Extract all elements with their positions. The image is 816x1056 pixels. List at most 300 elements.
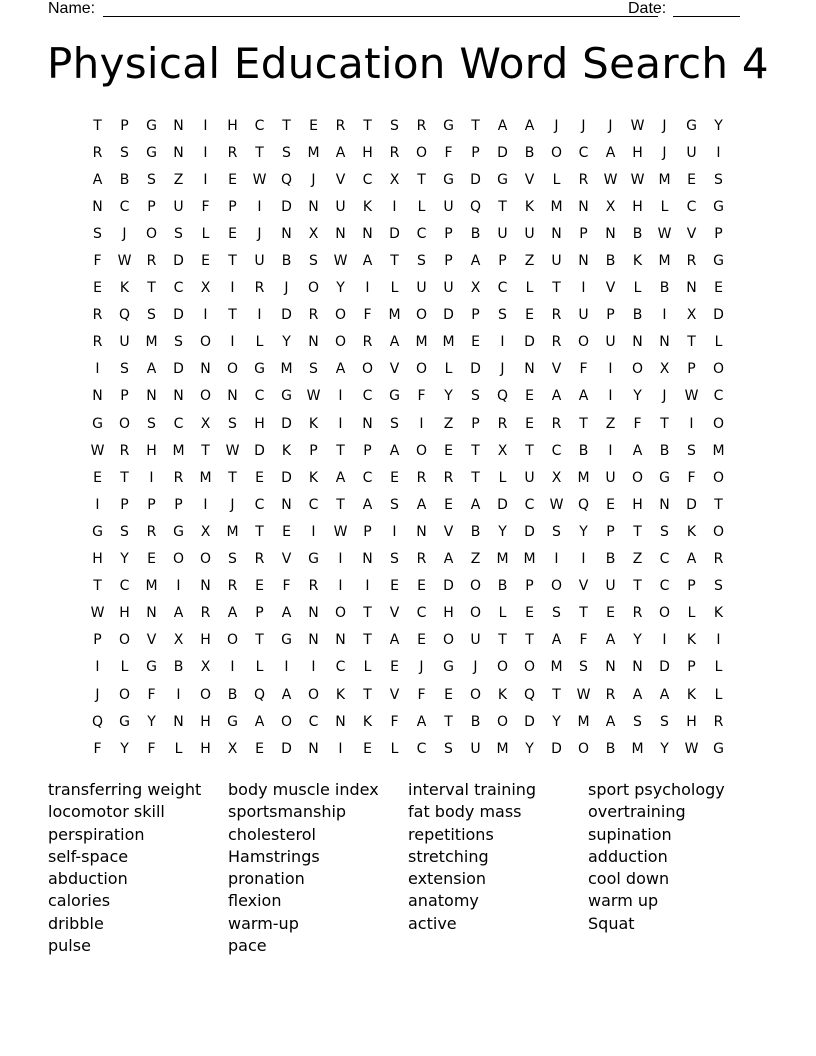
grid-row <box>84 275 732 302</box>
grid-letter: N <box>335 225 346 242</box>
grid-letter: S <box>444 740 453 757</box>
grid-letter: O <box>712 469 725 486</box>
grid-letter: I <box>176 686 181 703</box>
grid-letter: O <box>334 307 347 324</box>
grid-letter: A <box>227 605 238 622</box>
grid-letter: O <box>199 551 212 568</box>
grid-letter: I <box>500 334 505 351</box>
grid-letter: N <box>686 280 697 297</box>
grid-letter: C <box>713 388 724 405</box>
grid-letter: G <box>308 551 319 568</box>
word-item: fat body mass <box>408 802 522 822</box>
grid-letter: U <box>416 280 427 297</box>
grid-letter: W <box>225 442 240 459</box>
grid-letter: N <box>200 578 211 595</box>
grid-letter: L <box>390 280 399 297</box>
grid-letter: T <box>714 496 723 513</box>
grid-letter: P <box>498 253 507 270</box>
grid-letter: T <box>390 253 399 270</box>
grid-letter: T <box>633 578 642 595</box>
grid-letter: T <box>471 469 480 486</box>
grid-letter: C <box>416 225 427 242</box>
grid-letter: G <box>254 361 265 378</box>
grid-letter: N <box>92 198 103 215</box>
grid-letter: X <box>227 740 238 757</box>
grid-letter: T <box>228 307 237 324</box>
grid-letter: S <box>147 307 156 324</box>
grid-letter: I <box>365 578 370 595</box>
grid-letter: R <box>92 144 103 161</box>
grid-letter: P <box>606 307 615 324</box>
grid-letter: S <box>228 551 237 568</box>
grid-letter: T <box>363 632 372 649</box>
grid-letter: R <box>254 551 265 568</box>
grid-letter: T <box>336 442 345 459</box>
grid-letter: O <box>415 361 428 378</box>
grid-letter: A <box>632 686 643 703</box>
grid-letter: Z <box>443 415 454 432</box>
grid-letter: R <box>119 442 130 459</box>
grid-letter: O <box>712 415 725 432</box>
grid-letter: C <box>173 415 184 432</box>
grid-letter: O <box>415 307 428 324</box>
name-field-line <box>103 0 658 17</box>
grid-letter: N <box>551 225 562 242</box>
grid-letter: I <box>311 523 316 540</box>
grid-letter: X <box>659 361 670 378</box>
grid-letter: O <box>469 605 482 622</box>
grid-letter: C <box>551 442 562 459</box>
grid-letter: A <box>416 713 427 730</box>
grid-letter: R <box>578 171 589 188</box>
grid-letter: M <box>199 469 212 486</box>
grid-letter: A <box>659 686 670 703</box>
grid-letter: I <box>338 740 343 757</box>
grid-letter: K <box>686 632 697 649</box>
grid-letter: A <box>686 551 697 568</box>
grid-row <box>84 464 732 491</box>
grid-letter: N <box>200 361 211 378</box>
grid-letter: O <box>496 713 509 730</box>
grid-letter: T <box>282 117 291 134</box>
grid-letter: T <box>201 442 210 459</box>
grid-letter: P <box>93 632 102 649</box>
grid-letter: Z <box>470 551 481 568</box>
grid-row <box>84 735 732 762</box>
grid-letter: V <box>578 578 589 595</box>
grid-letter: K <box>281 442 292 459</box>
grid-row <box>84 193 732 220</box>
grid-letter: E <box>255 469 264 486</box>
grid-letter: S <box>660 713 669 730</box>
grid-letter: P <box>471 415 480 432</box>
grid-letter: L <box>687 605 696 622</box>
grid-letter: A <box>281 686 292 703</box>
grid-letter: S <box>147 171 156 188</box>
grid-letter: I <box>203 117 208 134</box>
grid-letter: R <box>497 415 508 432</box>
grid-letter: U <box>254 253 265 270</box>
grid-letter: X <box>200 415 211 432</box>
grid-letter: B <box>632 225 643 242</box>
grid-letter: R <box>443 469 454 486</box>
grid-letter: Z <box>173 171 184 188</box>
grid-letter: M <box>145 334 158 351</box>
grid-letter: C <box>119 578 130 595</box>
grid-letter: G <box>713 740 724 757</box>
grid-letter: N <box>605 225 616 242</box>
grid-letter: F <box>579 632 588 649</box>
grid-letter: H <box>200 713 211 730</box>
grid-letter: K <box>524 198 535 215</box>
grid-letter: G <box>146 117 157 134</box>
grid-letter: R <box>362 334 373 351</box>
grid-letter: O <box>307 280 320 297</box>
grid-letter: T <box>552 280 561 297</box>
grid-letter: J <box>554 117 559 134</box>
grid-letter: Q <box>496 388 509 405</box>
grid-letter: B <box>470 713 481 730</box>
grid-row <box>84 166 732 193</box>
date-field-line <box>673 0 740 17</box>
grid-letter: T <box>633 523 642 540</box>
grid-letter: B <box>659 280 670 297</box>
grid-letter: T <box>363 605 372 622</box>
grid-row <box>84 573 732 600</box>
word-item: transferring weight <box>48 780 202 799</box>
grid-letter: V <box>551 361 562 378</box>
word-item: pronation <box>228 869 305 889</box>
grid-letter: J <box>311 171 316 188</box>
grid-letter: T <box>228 469 237 486</box>
grid-letter: B <box>470 225 481 242</box>
word-item: interval training <box>408 780 537 799</box>
grid-letter: U <box>524 225 535 242</box>
grid-letter: I <box>95 659 100 676</box>
grid-letter: Y <box>120 740 129 757</box>
grid-letter: H <box>632 496 643 513</box>
word-item: abduction <box>48 869 128 889</box>
grid-letter: F <box>390 713 399 730</box>
word-item: supination <box>588 824 672 844</box>
grid-letter: I <box>338 415 343 432</box>
grid-letter: N <box>173 388 184 405</box>
grid-letter: O <box>469 686 482 703</box>
grid-letter: C <box>416 605 427 622</box>
grid-letter: U <box>335 198 346 215</box>
grid-letter: C <box>254 496 265 513</box>
grid-letter: G <box>659 469 670 486</box>
grid-letter: O <box>118 632 131 649</box>
grid-letter: P <box>147 496 156 513</box>
grid-letter: T <box>363 117 372 134</box>
grid-letter: A <box>389 632 400 649</box>
grid-letter: J <box>608 117 613 134</box>
grid-letter: P <box>471 144 480 161</box>
grid-letter: R <box>551 334 562 351</box>
grid-letter: N <box>173 713 184 730</box>
grid-letter: H <box>200 740 211 757</box>
grid-letter: S <box>390 415 399 432</box>
grid-letter: D <box>173 361 184 378</box>
grid-letter: E <box>228 171 237 188</box>
word-item: sport psychology <box>588 780 725 799</box>
grid-letter: S <box>390 496 399 513</box>
grid-row <box>84 410 732 437</box>
grid-letter: F <box>633 415 642 432</box>
grid-letter: U <box>605 469 616 486</box>
grid-letter: Z <box>605 415 616 432</box>
grid-letter: P <box>309 442 318 459</box>
grid-letter: M <box>523 551 536 568</box>
grid-row <box>84 518 732 545</box>
grid-letter: O <box>226 632 239 649</box>
grid-letter: F <box>93 253 102 270</box>
grid-letter: A <box>254 713 265 730</box>
grid-letter: B <box>605 740 616 757</box>
grid-letter: T <box>498 198 507 215</box>
word-item: sportsmanship <box>228 802 347 822</box>
grid-letter: O <box>658 605 671 622</box>
grid-letter: L <box>120 659 129 676</box>
word-item: anatomy <box>408 891 479 911</box>
grid-letter: U <box>173 198 184 215</box>
grid-letter: A <box>551 632 562 649</box>
grid-letter: I <box>689 415 694 432</box>
grid-letter: E <box>201 253 210 270</box>
word-item: Squat <box>588 913 635 933</box>
grid-letter: E <box>471 334 480 351</box>
word-item: dribble <box>48 913 104 933</box>
grid-letter: A <box>146 361 157 378</box>
grid-letter: W <box>684 388 699 405</box>
grid-letter: U <box>443 280 454 297</box>
word-column <box>48 779 228 957</box>
grid-letter: B <box>578 442 589 459</box>
grid-letter: H <box>92 551 103 568</box>
grid-letter: E <box>444 442 453 459</box>
grid-letter: E <box>444 496 453 513</box>
grid-letter: Y <box>660 740 669 757</box>
grid-letter: N <box>416 523 427 540</box>
date-label: Date: <box>628 0 667 17</box>
word-item: adduction <box>588 846 668 866</box>
grid-letter: Y <box>444 388 453 405</box>
page-title: Physical Education Word Search 4 <box>47 39 769 88</box>
word-column <box>588 779 768 957</box>
grid-letter: B <box>173 659 184 676</box>
grid-letter: D <box>281 469 292 486</box>
grid-letter: F <box>417 388 426 405</box>
grid-letter: T <box>552 686 561 703</box>
grid-letter: X <box>497 442 508 459</box>
grid-letter: W <box>684 740 699 757</box>
grid-letter: D <box>524 334 535 351</box>
grid-letter: Y <box>120 551 129 568</box>
grid-letter: R <box>713 713 724 730</box>
grid-letter: S <box>390 551 399 568</box>
grid-letter: M <box>712 442 725 459</box>
grid-letter: T <box>525 442 534 459</box>
grid-letter: Y <box>336 280 345 297</box>
grid-letter: D <box>254 442 265 459</box>
grid-letter: L <box>714 659 723 676</box>
word-list <box>48 779 768 957</box>
grid-letter: J <box>581 117 586 134</box>
grid-letter: M <box>658 171 671 188</box>
grid-letter: O <box>199 388 212 405</box>
word-item: extension <box>408 869 486 889</box>
grid-letter: W <box>657 225 672 242</box>
grid-letter: R <box>632 605 643 622</box>
grid-letter: T <box>471 117 480 134</box>
grid-letter: S <box>120 523 129 540</box>
grid-letter: W <box>630 171 645 188</box>
grid-letter: O <box>361 361 374 378</box>
grid-letter: G <box>281 632 292 649</box>
grid-letter: B <box>605 551 616 568</box>
grid-row <box>84 681 732 708</box>
grid-letter: E <box>93 469 102 486</box>
grid-letter: U <box>551 253 562 270</box>
grid-letter: E <box>444 686 453 703</box>
grid-letter: W <box>90 442 105 459</box>
grid-letter: O <box>577 334 590 351</box>
grid-letter: O <box>469 578 482 595</box>
grid-letter: N <box>335 632 346 649</box>
grid-letter: L <box>525 280 534 297</box>
grid-letter: U <box>470 740 481 757</box>
grid-letter: S <box>633 713 642 730</box>
grid-letter: N <box>281 496 292 513</box>
grid-letter: I <box>203 144 208 161</box>
grid-letter: G <box>119 713 130 730</box>
grid-row <box>84 546 732 573</box>
grid-letter: T <box>525 632 534 649</box>
grid-letter: E <box>606 496 615 513</box>
grid-letter: N <box>146 388 157 405</box>
grid-letter: D <box>281 415 292 432</box>
grid-letter: N <box>227 388 238 405</box>
grid-letter: I <box>284 659 289 676</box>
grid-letter: E <box>93 280 102 297</box>
grid-letter: Q <box>469 198 482 215</box>
grid-letter: O <box>631 361 644 378</box>
grid-letter: D <box>497 496 508 513</box>
grid-row <box>84 708 732 735</box>
grid-letter: S <box>552 523 561 540</box>
grid-letter: I <box>662 632 667 649</box>
grid-letter: L <box>714 334 723 351</box>
grid-letter: A <box>173 605 184 622</box>
grid-letter: Z <box>524 253 535 270</box>
grid-letter: X <box>605 198 616 215</box>
grid-letter: I <box>95 496 100 513</box>
grid-letter: D <box>497 144 508 161</box>
grid-letter: S <box>687 442 696 459</box>
grid-letter: C <box>362 388 373 405</box>
grid-letter: F <box>201 198 210 215</box>
grid-letter: E <box>687 171 696 188</box>
grid-letter: N <box>308 740 319 757</box>
grid-letter: K <box>686 523 697 540</box>
grid-letter: M <box>280 361 293 378</box>
grid-letter: Z <box>632 551 643 568</box>
grid-letter: S <box>93 225 102 242</box>
grid-letter: U <box>605 578 616 595</box>
grid-letter: O <box>631 469 644 486</box>
grid-letter: C <box>686 198 697 215</box>
grid-letter: O <box>307 686 320 703</box>
grid-letter: C <box>659 551 670 568</box>
grid-letter: G <box>443 171 454 188</box>
grid-letter: E <box>525 388 534 405</box>
grid-letter: J <box>95 686 100 703</box>
grid-letter: N <box>173 117 184 134</box>
grid-letter: N <box>308 632 319 649</box>
grid-letter: A <box>281 605 292 622</box>
grid-letter: T <box>471 442 480 459</box>
grid-letter: E <box>309 117 318 134</box>
word-item: calories <box>48 891 111 911</box>
grid-letter: O <box>172 551 185 568</box>
grid-letter: W <box>306 388 321 405</box>
grid-letter: Y <box>633 388 642 405</box>
grid-letter: V <box>686 225 697 242</box>
grid-letter: L <box>498 469 507 486</box>
grid-letter: J <box>473 659 478 676</box>
word-item: repetitions <box>408 824 494 844</box>
grid-letter: J <box>419 659 424 676</box>
grid-letter: H <box>632 144 643 161</box>
grid-letter: L <box>444 361 453 378</box>
grid-letter: Q <box>280 171 293 188</box>
grid-letter: U <box>443 198 454 215</box>
grid-letter: D <box>524 713 535 730</box>
grid-letter: I <box>419 415 424 432</box>
grid-letter: G <box>146 144 157 161</box>
grid-letter: I <box>338 578 343 595</box>
grid-letter: B <box>227 686 238 703</box>
grid-letter: I <box>95 361 100 378</box>
grid-letter: M <box>577 713 590 730</box>
grid-letter: X <box>200 659 211 676</box>
grid-letter: O <box>442 632 455 649</box>
grid-letter: K <box>119 280 130 297</box>
grid-letter: E <box>714 280 723 297</box>
grid-row <box>84 329 732 356</box>
grid-letter: R <box>551 307 562 324</box>
grid-letter: F <box>147 740 156 757</box>
word-item: self-space <box>48 846 129 866</box>
grid-letter: I <box>176 578 181 595</box>
grid-letter: R <box>308 578 319 595</box>
grid-letter: T <box>579 605 588 622</box>
grid-letter: E <box>390 469 399 486</box>
grid-row <box>84 600 732 627</box>
grid-letter: A <box>551 388 562 405</box>
grid-letter: T <box>444 713 453 730</box>
grid-letter: W <box>603 171 618 188</box>
grid-letter: R <box>551 415 562 432</box>
grid-letter: A <box>389 442 400 459</box>
grid-letter: R <box>146 253 157 270</box>
grid-letter: X <box>551 469 562 486</box>
grid-letter: O <box>550 144 563 161</box>
grid-letter: P <box>687 361 696 378</box>
grid-letter: V <box>443 523 454 540</box>
grid-letter: O <box>334 605 347 622</box>
